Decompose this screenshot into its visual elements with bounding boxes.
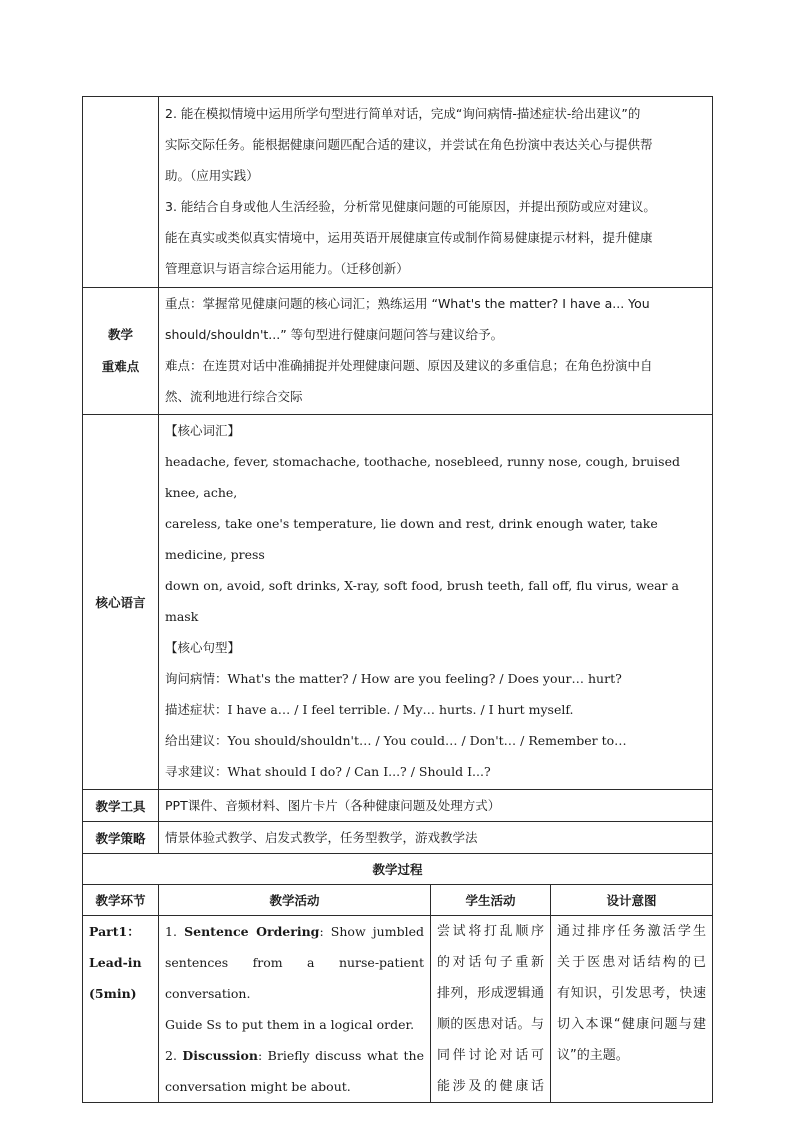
objective-2-line-3: 助。（应用实践） (165, 168, 259, 183)
strategy-cell (159, 822, 713, 854)
teacher-activity-1-line-2: sentences from a nurse-patient conversation. (165, 955, 424, 1001)
teacher-activity-1-line-3: Guide Ss to put them in a logical order. (165, 1017, 415, 1032)
teacher-activity-2-line-2: conversation might be about. (165, 1079, 351, 1094)
process-heading: 教学过程 (83, 854, 713, 885)
objective-3-line-1: 3. 能结合自身或他人生活经验，分析常见健康问题的可能原因，并提出预防或应对建议。 (165, 199, 656, 214)
strategy-label: 教学策略 (83, 822, 159, 854)
teacher-activity-1-line-1 (165, 916, 424, 947)
part1-intent-cell (551, 916, 713, 1103)
intent-line-3: 有知识，引发思考，快速 (557, 986, 706, 1001)
col-stage-header: 教学环节 (83, 885, 159, 916)
col-intent-header: 设计意图 (551, 885, 713, 916)
difficulty-line-2: 然、流利地进行综合交际 (165, 389, 303, 404)
tools-label: 教学工具 (83, 790, 159, 822)
vocab-line-2: careless, take one's temperature, lie down and rest, drink enough water, take medicine, press (165, 516, 658, 562)
vocab-line-1: headache, fever, stomachache, toothache, nosebleed, runny nose, cough, bruised knee, ache, (165, 454, 680, 500)
activity-1-line-1-rest: : Show jumbled (319, 924, 424, 939)
key-points-label-line-2: 重难点 (101, 359, 140, 374)
strategy-row (83, 822, 713, 854)
student-activity-line-1: 尝试将打乱顺序 (437, 924, 544, 939)
core-language-label: 核心语言 (83, 415, 159, 790)
tools-text: PPT课件、音频材料、图片卡片（各种健康问题及处理方式） (165, 798, 501, 813)
core-language-cell (159, 415, 713, 790)
focus-line-2: should/shouldn't...” 等句型进行健康问题问答与建议给予。 (165, 327, 504, 342)
student-activity-line-5: 同伴讨论对话可 (437, 1048, 544, 1063)
student-activity-line-6: 能涉及的健康话 (437, 1079, 544, 1094)
activity-1-number: 1. (165, 924, 177, 939)
key-points-label (83, 288, 159, 415)
col-teacher-header: 教学活动 (159, 885, 431, 916)
part1-student-cell (431, 916, 551, 1103)
activity-2-number: 2. (165, 1048, 177, 1063)
vocab-heading: 【核心词汇】 (165, 423, 241, 438)
strategy-text: 情景体验式教学、启发式教学，任务型教学，游戏教学法 (165, 830, 478, 845)
objective-3-line-2: 能在真实或类似真实情境中，运用英语开展健康宣传或制作简易健康提示材料，提升健康 (165, 230, 653, 245)
part1-name-line-3: (5min) (89, 986, 137, 1001)
objective-3-line-3: 管理意识与语言综合运用能力。（迁移创新） (165, 261, 409, 276)
student-activity-line-3: 排列，形成逻辑通 (437, 986, 544, 1001)
activity-2-title: Discussion (182, 1048, 258, 1063)
teacher-activity-2-line-1 (165, 1040, 424, 1071)
student-activity-line-2: 的对话句子重新 (437, 955, 544, 970)
part1-teacher-cell (159, 916, 431, 1103)
key-points-cell (159, 288, 713, 415)
col-student-header: 学生活动 (431, 885, 551, 916)
difficulty-line-1: 难点：在连贯对话中准确捕捉并处理健康问题、原因及建议的多重信息；在角色扮演中自 (165, 358, 653, 373)
process-heading-row (83, 854, 713, 885)
objectives-cell (159, 97, 713, 288)
process-column-headers (83, 885, 713, 916)
focus-line-1: 重点：掌握常见健康问题的核心词汇；熟练运用 “What's the matter? I have a... You (165, 296, 650, 311)
tools-row (83, 790, 713, 822)
sentence-line-3: 给出建议：You should/shouldn't… / You could… / Don't… / Remember to… (165, 733, 627, 748)
sentence-line-4: 寻求建议：What should I do? / Can I...? / Should I...? (165, 764, 491, 779)
sentence-heading: 【核心句型】 (165, 640, 241, 655)
lesson-plan-table (82, 96, 713, 1103)
tools-cell (159, 790, 713, 822)
objective-2-line-2: 实际交际任务。能根据健康问题匹配合适的建议，并尝试在角色扮演中表达关心与提供帮 (165, 137, 653, 152)
activity-1-title: Sentence Ordering (184, 924, 320, 939)
student-activity-line-4: 顺的医患对话。与 (437, 1017, 544, 1032)
sentence-line-2: 描述症状：I have a… / I feel terrible. / My… hurts. / I hurt myself. (165, 702, 574, 717)
intent-line-5: 议”的主题。 (557, 1048, 629, 1063)
vocab-line-3: down on, avoid, soft drinks, X-ray, soft food, brush teeth, fall off, flu virus, wear a mask (165, 578, 679, 624)
part1-row (83, 916, 713, 1103)
part1-name-line-1: Part1： (89, 924, 140, 939)
intent-line-2: 关于医患对话结构的已 (557, 955, 706, 970)
objective-2-line-1: 2. 能在模拟情境中运用所学句型进行简单对话，完成“询问病情-描述症状-给出建议”的 (165, 106, 641, 121)
key-points-label-line-1: 教学 (107, 327, 133, 342)
core-language-row (83, 415, 713, 790)
sentence-line-1: 询问病情：What's the matter? / How are you feeling? / Does your… hurt? (165, 671, 622, 686)
intent-line-4: 切入本课“健康问题与建 (557, 1017, 706, 1032)
part1-name-line-2: Lead-in (89, 955, 142, 970)
objectives-row (83, 97, 713, 288)
activity-2-line-1-rest: : Briefly discuss what the (257, 1048, 424, 1063)
intent-line-1: 通过排序任务激活学生 (557, 924, 706, 939)
key-points-row (83, 288, 713, 415)
part1-stage-cell (83, 916, 159, 1103)
objectives-label-cell (83, 97, 159, 288)
